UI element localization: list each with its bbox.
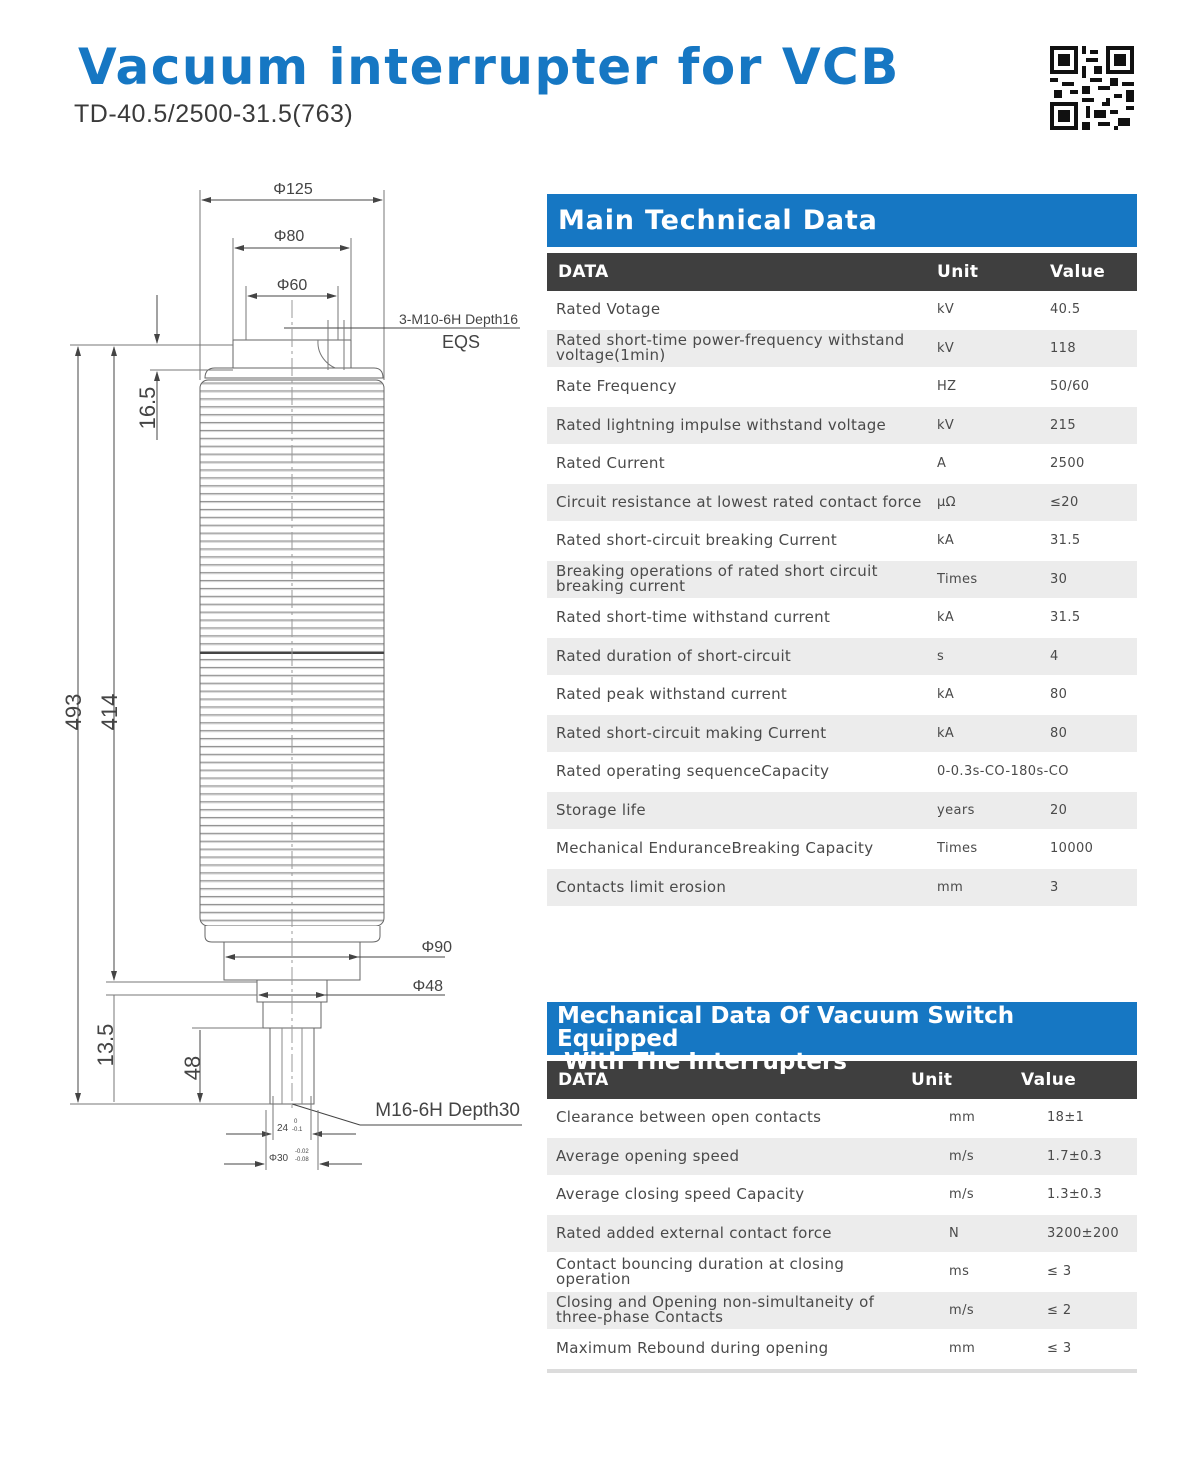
qr-code-icon [1050,46,1134,130]
row-label: Circuit resistance at lowest rated contact force [556,492,922,511]
dim-phi125: Φ125 [273,181,313,198]
row-label: Contact bouncing duration at closing operation [556,1254,845,1288]
dim-24-tol-top: 0 [294,1119,298,1125]
row-value: ≤20 [1050,494,1079,510]
row-value: 215 [1050,417,1077,433]
table-row [547,869,1137,908]
dim-30-tol-bot: -0.08 [295,1157,309,1163]
row-value: 40.5 [1050,302,1081,318]
table-row [547,1253,1137,1292]
header-unit: Unit [937,262,979,282]
interrupter-drawing [0,150,540,1190]
main-table-title: Main Technical Data [547,194,1137,247]
row-label: Mechanical EnduranceBreaking Capacity [556,839,874,858]
row-label: Rated lightning impulse withstand voltage [556,415,887,434]
main-technical-data-table [547,194,1137,908]
table-row [547,1215,1137,1254]
table-row [547,561,1137,600]
row-unit: N [949,1225,960,1241]
row-unit: kV [937,302,955,318]
table-row [547,599,1137,638]
table-row [547,753,1137,792]
row-label: Rated duration of short-circuit [556,646,792,665]
row-unit: kA [937,725,955,741]
dim-eqs: EQS [441,332,480,352]
row-value: 2500 [1050,456,1085,472]
row-value: 30 [1050,571,1068,587]
table-row [547,830,1137,869]
dim-phi60: Φ60 [276,277,308,294]
row-value: 18±1 [1047,1110,1085,1126]
row-unit: mm [949,1110,976,1126]
mech-table-body [547,1099,1137,1369]
row-value: 3 [1050,879,1059,895]
row-label: Rated Current [556,454,665,473]
dim-30-tol-top: -0.02 [295,1149,309,1155]
row-value: 80 [1050,687,1068,703]
table-row [547,1138,1137,1177]
main-table-header [547,253,1137,291]
mech-table-title-line1: Mechanical Data Of Vacuum Switch Equipped [557,1003,1015,1052]
table-row [547,1099,1137,1138]
table-row [547,792,1137,831]
row-value: 20 [1050,802,1068,818]
row-value: 4 [1050,648,1059,664]
row-unit: m/s [949,1302,975,1318]
row-unit: μΩ [937,494,957,510]
row-label: Rated short-time withstand current [556,608,831,627]
row-label: Maximum Rebound during opening [556,1339,829,1358]
row-label: Rated peak withstand current [556,685,788,704]
row-value: ≤ 3 [1047,1264,1072,1280]
row-label: Rated short-circuit making Current [556,723,827,742]
header-data: DATA [558,1069,609,1090]
dim-493: 493 [61,693,86,731]
row-unit: kA [937,610,955,626]
table-row [547,291,1137,330]
row-value: 1.7±0.3 [1047,1148,1103,1164]
row-label: Storage life [556,800,646,819]
row-label: Rate Frequency [556,377,677,396]
row-unit: kV [937,417,955,433]
table-row [547,1330,1137,1369]
row-unit: years [937,802,975,818]
row-unit: mm [949,1341,976,1357]
table-row [547,676,1137,715]
row-value: 31.5 [1050,533,1081,549]
row-unit: HZ [937,379,957,395]
table-row [547,330,1137,369]
row-value: ≤ 2 [1047,1302,1072,1318]
row-unit: kV [937,340,955,356]
row-value: 10000 [1050,841,1094,857]
row-value: 31.5 [1050,610,1081,626]
table-row [547,1176,1137,1215]
row-unit: mm [937,879,964,895]
header-value: Value [1021,1070,1077,1090]
table-row [547,1292,1137,1331]
dim-414: 414 [97,693,122,731]
row-unit: kA [937,533,955,549]
row-label: Rated added external contact force [556,1223,832,1242]
row-value: ≤ 3 [1047,1341,1072,1357]
row-value: 80 [1050,725,1068,741]
dim-phi48: Φ48 [412,978,443,995]
row-label: Rated Votage [556,300,661,319]
row-unit: A [937,456,947,472]
row-unit: Times [937,571,978,587]
row-label: Rated short-circuit breaking Current [556,531,838,550]
dim-phi90: Φ90 [421,939,452,956]
row-value: 50/60 [1050,379,1090,395]
row-unit: ms [949,1264,970,1280]
row-value: 118 [1050,340,1077,356]
row-label: Clearance between open contacts [556,1108,822,1127]
page-title: Vacuum interrupter for VCB [78,38,900,96]
dim-phi30: Φ30 [269,1153,289,1164]
table-row [547,368,1137,407]
row-label: Rated operating sequenceCapacity [556,762,830,781]
row-label: Average opening speed [556,1146,740,1165]
row-unit: Times [937,841,978,857]
mechanical-data-table [547,1002,1137,1373]
table-row [547,407,1137,446]
dim-bottom-thread: M16-6H Depth30 [375,1100,520,1121]
row-unit: s [937,648,945,664]
row-value: 1.3±0.3 [1047,1187,1103,1203]
model-number: TD-40.5/2500-31.5(763) [74,100,354,128]
header-value: Value [1050,262,1106,282]
table-row [547,484,1137,523]
table-row [547,445,1137,484]
row-label: Breaking operations of rated short circuit breaking current [556,562,878,596]
row-label: Contacts limit erosion [556,877,727,896]
dim-24-tol-bot: -0.1 [292,1127,303,1133]
dim-24: 24 [277,1123,289,1134]
row-unit: m/s [949,1148,975,1164]
row-unit: m/s [949,1187,975,1203]
mech-table-bottom-rule [547,1369,1137,1373]
row-label: Rated short-time power-frequency withstand voltage(1min) [556,331,905,365]
mech-table-title [547,1002,1137,1075]
table-row [547,715,1137,754]
row-label: Closing and Opening non-simultaneity of three-phase Contacts [556,1293,875,1327]
table-row [547,638,1137,677]
row-unit: 0-0.3s-CO-180s-CO [937,764,1069,780]
dim-top-thread: 3-M10-6H Depth16 [398,311,518,327]
row-value: 3200±200 [1047,1225,1119,1241]
header-unit: Unit [911,1070,953,1090]
row-label: Average closing speed Capacity [556,1185,805,1204]
dim-48: 48 [180,1055,205,1081]
dim-13-5: 13.5 [93,1023,118,1067]
table-row [547,522,1137,561]
dim-phi80: Φ80 [273,228,305,245]
row-unit: kA [937,687,955,703]
header-data: DATA [558,261,609,282]
dim-16-5: 16.5 [135,386,160,430]
main-table-body [547,291,1137,907]
mech-table-title-line2: With The Interrupters [564,1049,847,1075]
